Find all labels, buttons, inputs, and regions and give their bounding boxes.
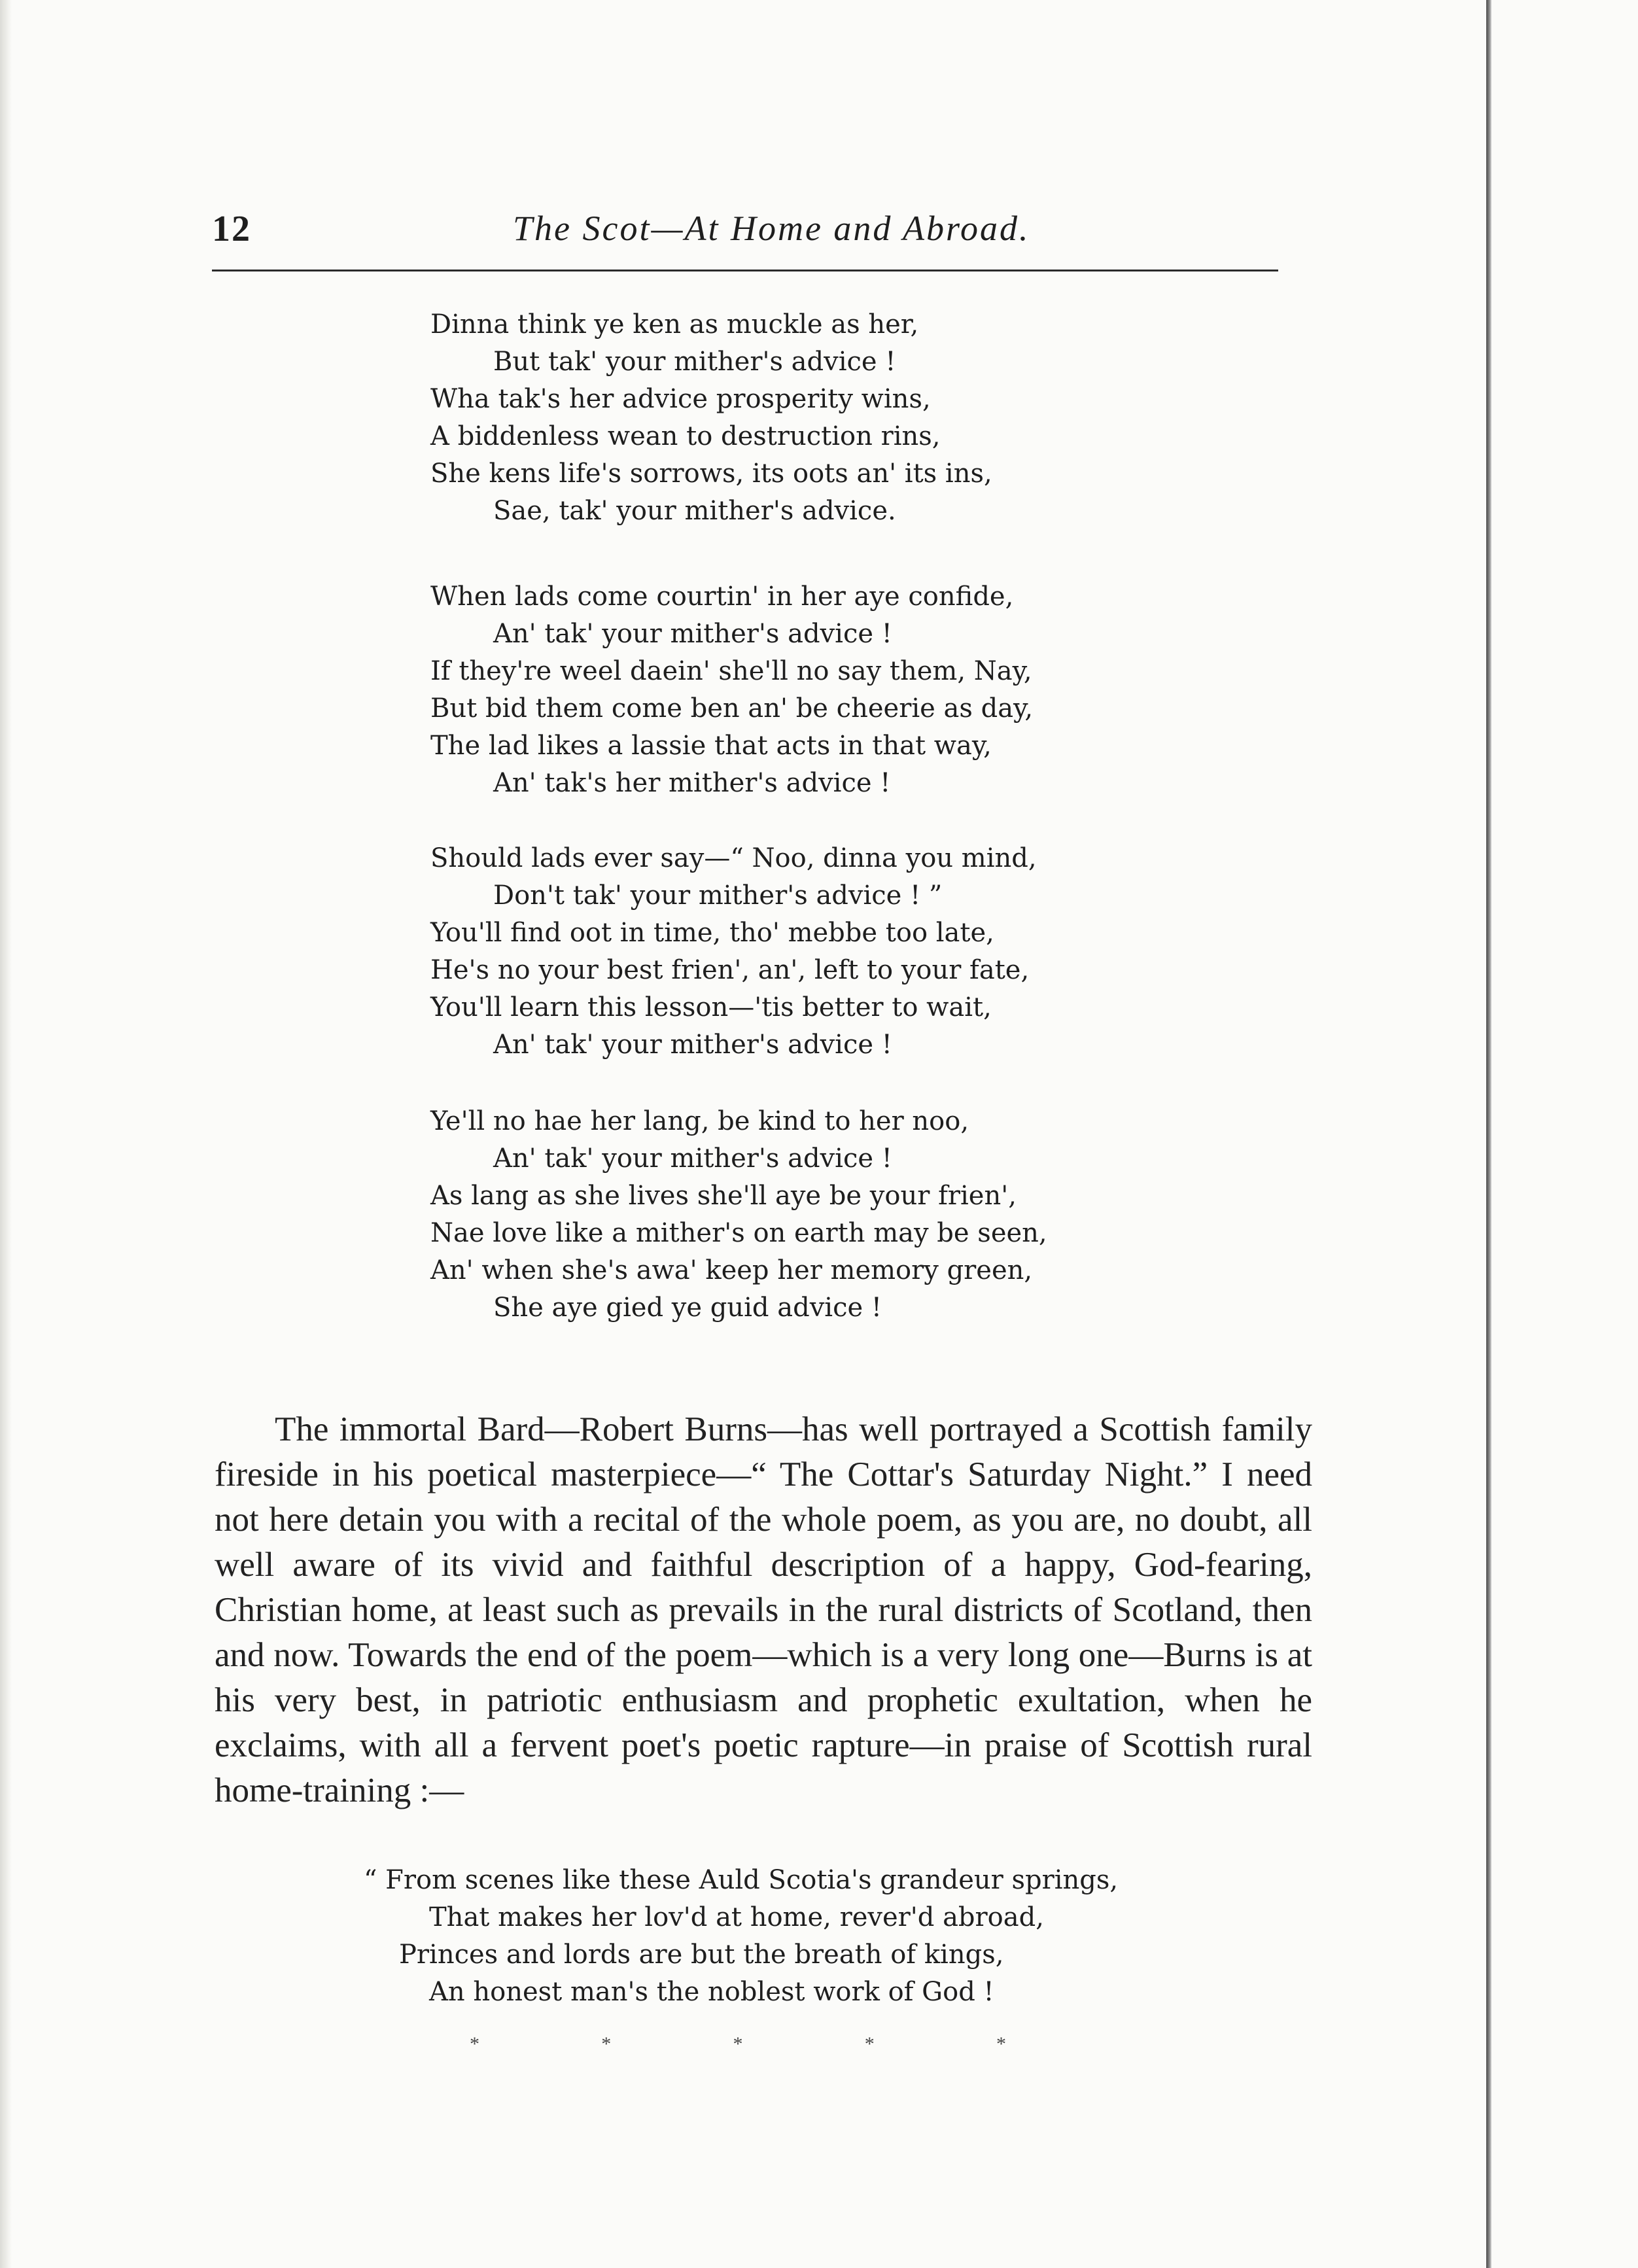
poem-line: Dinna think ye ken as muckle as her, — [430, 309, 919, 340]
poem-line: If they're weel daein' she'll no say them, Nay, — [430, 656, 1032, 686]
page-number: 12 — [212, 209, 251, 249]
header-rule — [212, 270, 1278, 271]
poem-line: Don't tak' your mither's advice ! ” — [493, 881, 943, 911]
poem-line: Ye'll no hae her lang, be kind to her noo, — [430, 1106, 969, 1136]
poem-line: You'll find oot in time, tho' mebbe too late, — [430, 918, 994, 948]
asterisk: * — [996, 2033, 1006, 2055]
poem-line: Should lads ever say—“ Noo, dinna you mind, — [430, 843, 1037, 873]
poem-line: But bid them come ben an' be cheerie as day, — [430, 693, 1034, 724]
poem-line: Wha tak's her advice prosperity wins, — [430, 384, 931, 414]
asterisk: * — [470, 2033, 479, 2055]
burns-quotation — [364, 1862, 1118, 2011]
quote-line: That makes her lov'd at home, rever'd abroad, — [429, 1902, 1044, 1932]
quote-line: An honest man's the noblest work of God ! — [429, 1977, 994, 2007]
poem-line: As lang as she lives she'll aye be your frien', — [430, 1181, 1017, 1211]
page-header — [212, 208, 1278, 260]
poem-stanza-2 — [430, 578, 1033, 802]
poem-line: A biddenless wean to destruction rins, — [430, 421, 941, 451]
section-break-asterisks — [470, 2033, 1006, 2055]
poem-line: An' tak' your mither's advice ! — [493, 1143, 892, 1174]
poem-line: You'll learn this lesson—'tis better to wait, — [430, 992, 992, 1022]
poem-line: He's no your best frien', an', left to your fate, — [430, 955, 1030, 985]
poem-stanza-4 — [430, 1103, 1047, 1327]
poem-line: An' tak' your mither's advice ! — [493, 1030, 892, 1060]
page-edge — [1486, 0, 1491, 2268]
body-paragraph: The immortal Bard—Robert Burns—has well portrayed a Scottish family fireside in his poetical masterpiece—“ The Cottar's Saturday Night.” I need not here detain you with a recital of the whole poem, as you are, no doubt, all well aware of its vivid and faithful description of a happy, God-fearing, Christian home, at least such as prevails in the rural districts of Scotland, then and now. Towards the end of the poem—which is a very long one—Burns is at his very best, in patriotic enthusiasm and prophetic exultation, when he exclaims, with all a fervent poet's poetic rapture—in praise of Scottish rural home-training :— — [215, 1410, 1312, 1809]
poem-stanza-1 — [430, 306, 992, 530]
poem-line: An' tak' your mither's advice ! — [493, 619, 892, 649]
poem-line: An' when she's awa' keep her memory green, — [430, 1255, 1033, 1285]
quote-line: Princes and lords are but the breath of kings, — [399, 1940, 1004, 1970]
poem-line: An' tak's her mither's advice ! — [493, 768, 891, 798]
asterisk: * — [601, 2033, 612, 2055]
poem-line: The lad likes a lassie that acts in that way, — [430, 731, 992, 761]
poem-line: She kens life's sorrows, its oots an' its ins, — [430, 459, 992, 489]
page-gutter-shadow — [0, 0, 12, 2268]
asterisk: * — [733, 2033, 743, 2055]
running-title: The Scot—At Home and Abroad. — [513, 209, 1030, 248]
poem-stanza-3 — [430, 840, 1037, 1064]
poem-line: When lads come courtin' in her aye confide, — [430, 582, 1014, 612]
poem-line: Nae love like a mither's on earth may be seen, — [430, 1218, 1047, 1248]
poem-line: Sae, tak' your mither's advice. — [493, 496, 896, 526]
quote-line: “ From scenes like these Auld Scotia's grandeur springs, — [364, 1865, 1119, 1895]
poem-line: She aye gied ye guid advice ! — [493, 1293, 882, 1323]
asterisk: * — [864, 2033, 875, 2055]
poem-line: But tak' your mither's advice ! — [493, 347, 896, 377]
